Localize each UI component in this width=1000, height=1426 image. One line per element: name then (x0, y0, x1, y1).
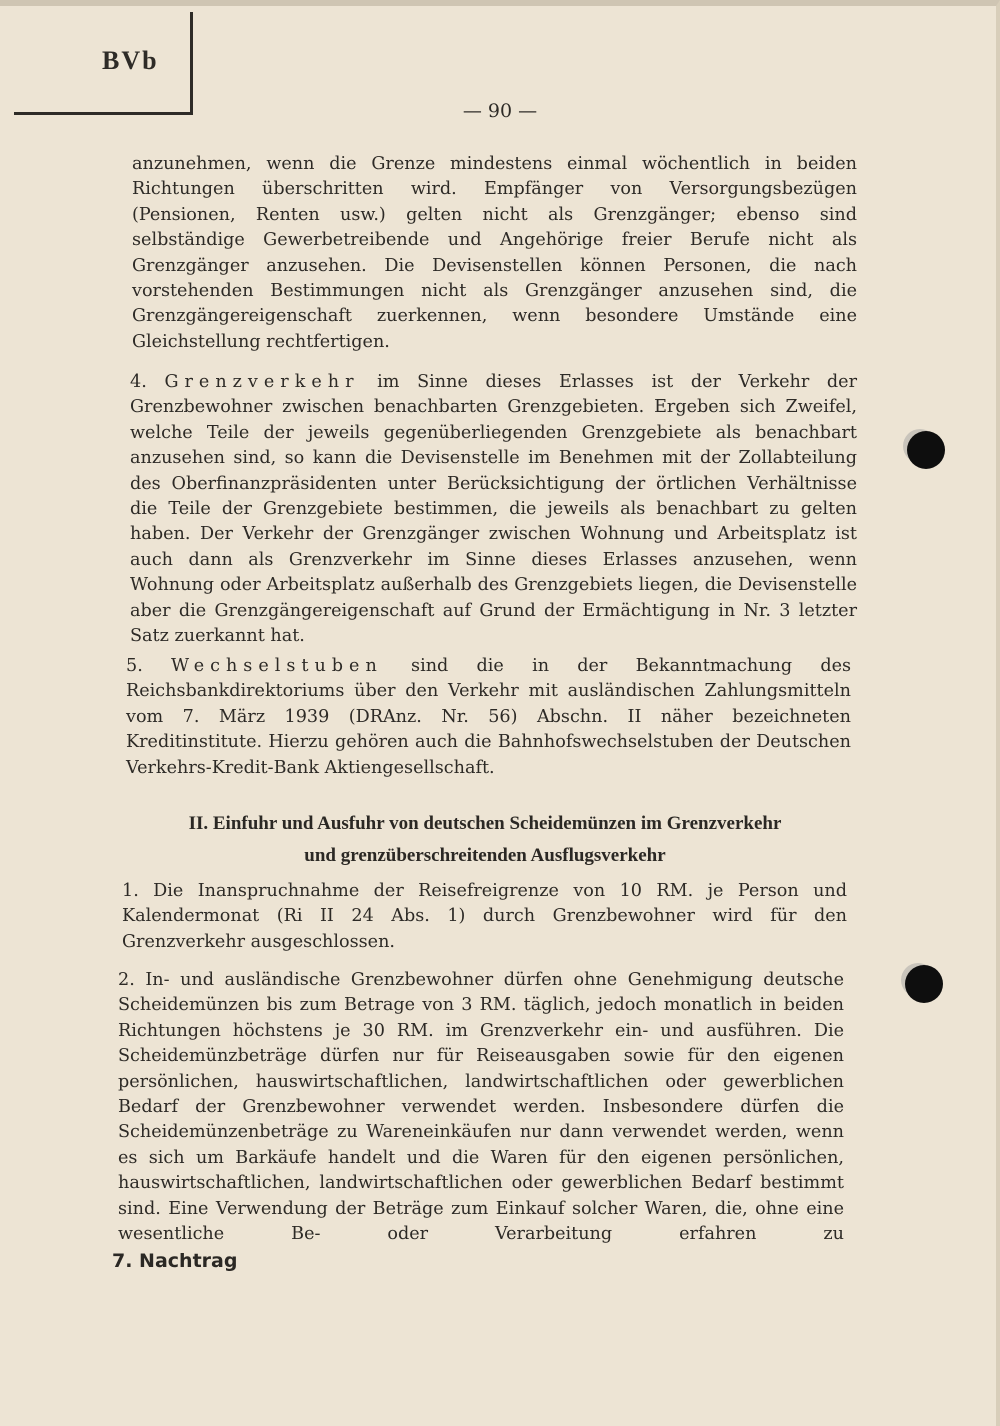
punch-hole-lower (905, 965, 943, 1003)
paragraph-4-number: 4. (130, 372, 147, 392)
page-number: — 90 — (462, 100, 538, 122)
paragraph-5-wechselstuben (126, 654, 851, 781)
paragraph-continuation: anzunehmen, wenn die Grenze mindestens einmal wöchentlich in beiden Richtungen überschritten wird. Empfänger von Versorgungsbezügen (Pensionen, Renten usw.) gelten nicht als Grenzgänger; ebenso sind selbständige Gewerbetreibende und Angehörige freier Berufe nicht als Grenzgänger anzusehen. Die Devisenstellen können Personen, die nach vorstehenden Bestimmungen nicht als Grenzgänger anzusehen sind, die Grenzgängereigenschaft zuerkennen, wenn besondere Umstände eine Gleichstellung rechtfertigen. (132, 154, 857, 352)
paragraph-4-text: im Sinne dieses Erlasses ist der Verkehr der Grenzbewohner zwischen benachbarten Grenzgebieten. Ergeben sich Zweifel, welche Teile der jeweils gegenüberliegenden Grenzgebiete als benachbart anzusehen sind, so kann die Devisenstelle im Benehmen mit der Zollabteilung des Oberfinanzpräsidenten unter Berücksichtigung der örtlichen Verhältnisse die Teile der Grenzgebiete bestimmen, die jeweils als benachbart zu gelten haben. Der Verkehr der Grenzgänger zwischen Wohnung und Arbeitsplatz ist auch dann als Grenzverkehr im Sinne dieses Erlasses anzusehen, wenn Wohnung oder Arbeitsplatz außerhalb des Grenzgebiets liegen, die Devisenstelle aber die Grenzgängereigenschaft auf Grund der Ermächtigung in Nr. 3 letzter Satz zuerkannt hat. (130, 372, 858, 647)
register-tab-label: BVb (102, 46, 159, 75)
term-wechselstuben: Wechselstuben (171, 656, 383, 676)
supplement-label: 7. Nachtrag (112, 1250, 238, 1272)
paragraph-5-number: 5. (126, 656, 143, 676)
section-heading-line-2: und grenzüberschreitenden Ausflugsverkehr (304, 845, 666, 866)
section-heading-line-1: II. Einfuhr und Ausfuhr von deutschen Scheidemünzen im Grenzverkehr (188, 813, 782, 834)
term-grenzverkehr: Grenzverkehr (164, 372, 360, 392)
section-paragraph-2: 2. In- und ausländische Grenzbewohner dürfen ohne Genehmigung deutsche Scheidemünzen bis zum Betrage von 3 RM. täglich, jedoch monatlich in beiden Richtungen höchstens je 30 RM. im Grenzverkehr ein- und ausführen. Die Scheidemünzbeträge dürfen nur für Reiseausgaben sowie für den eigenen persönlichen, hauswirtschaftlichen, landwirtschaftlichen oder gewerblichen Bedarf der Grenzbewohner verwendet werden. Insbesondere dürfen die Scheidemünzenbeträge zu Wareneinkäufen nur dann verwendet werden, wenn es sich um Barkäufe handelt und die Waren für den eigenen persönlichen, hauswirtschaftlichen, landwirtschaftlichen oder gewerblichen Bedarf bestimmt sind. Eine Verwendung der Beträge zum Einkauf solcher Waren, die, ohne eine wesentliche Be- oder Verarbeitung erfahren zu (118, 970, 844, 1245)
section-paragraph-1: 1. Die Inanspruchnahme der Reisefreigrenze von 10 RM. je Person und Kalendermonat (Ri II 24 Abs. 1) durch Grenzbewohner wird für den Grenzverkehr ausgeschlossen. (122, 881, 847, 952)
paragraph-4-grenzverkehr (130, 370, 857, 649)
paragraph-5-text: sind die in der Bekanntmachung des Reichsbankdirektoriums über den Verkehr mit ausländischen Zahlungsmitteln vom 7. März 1939 (DRAnz. Nr. 56) Abschn. II näher bezeichneten Kreditinstitute. Hierzu gehören auch die Bahnhofswechselstuben der Deutschen Verkehrs-Kredit-Bank Aktiengesellschaft. (126, 656, 852, 778)
punch-hole-upper (907, 431, 945, 469)
section-heading (120, 808, 850, 872)
